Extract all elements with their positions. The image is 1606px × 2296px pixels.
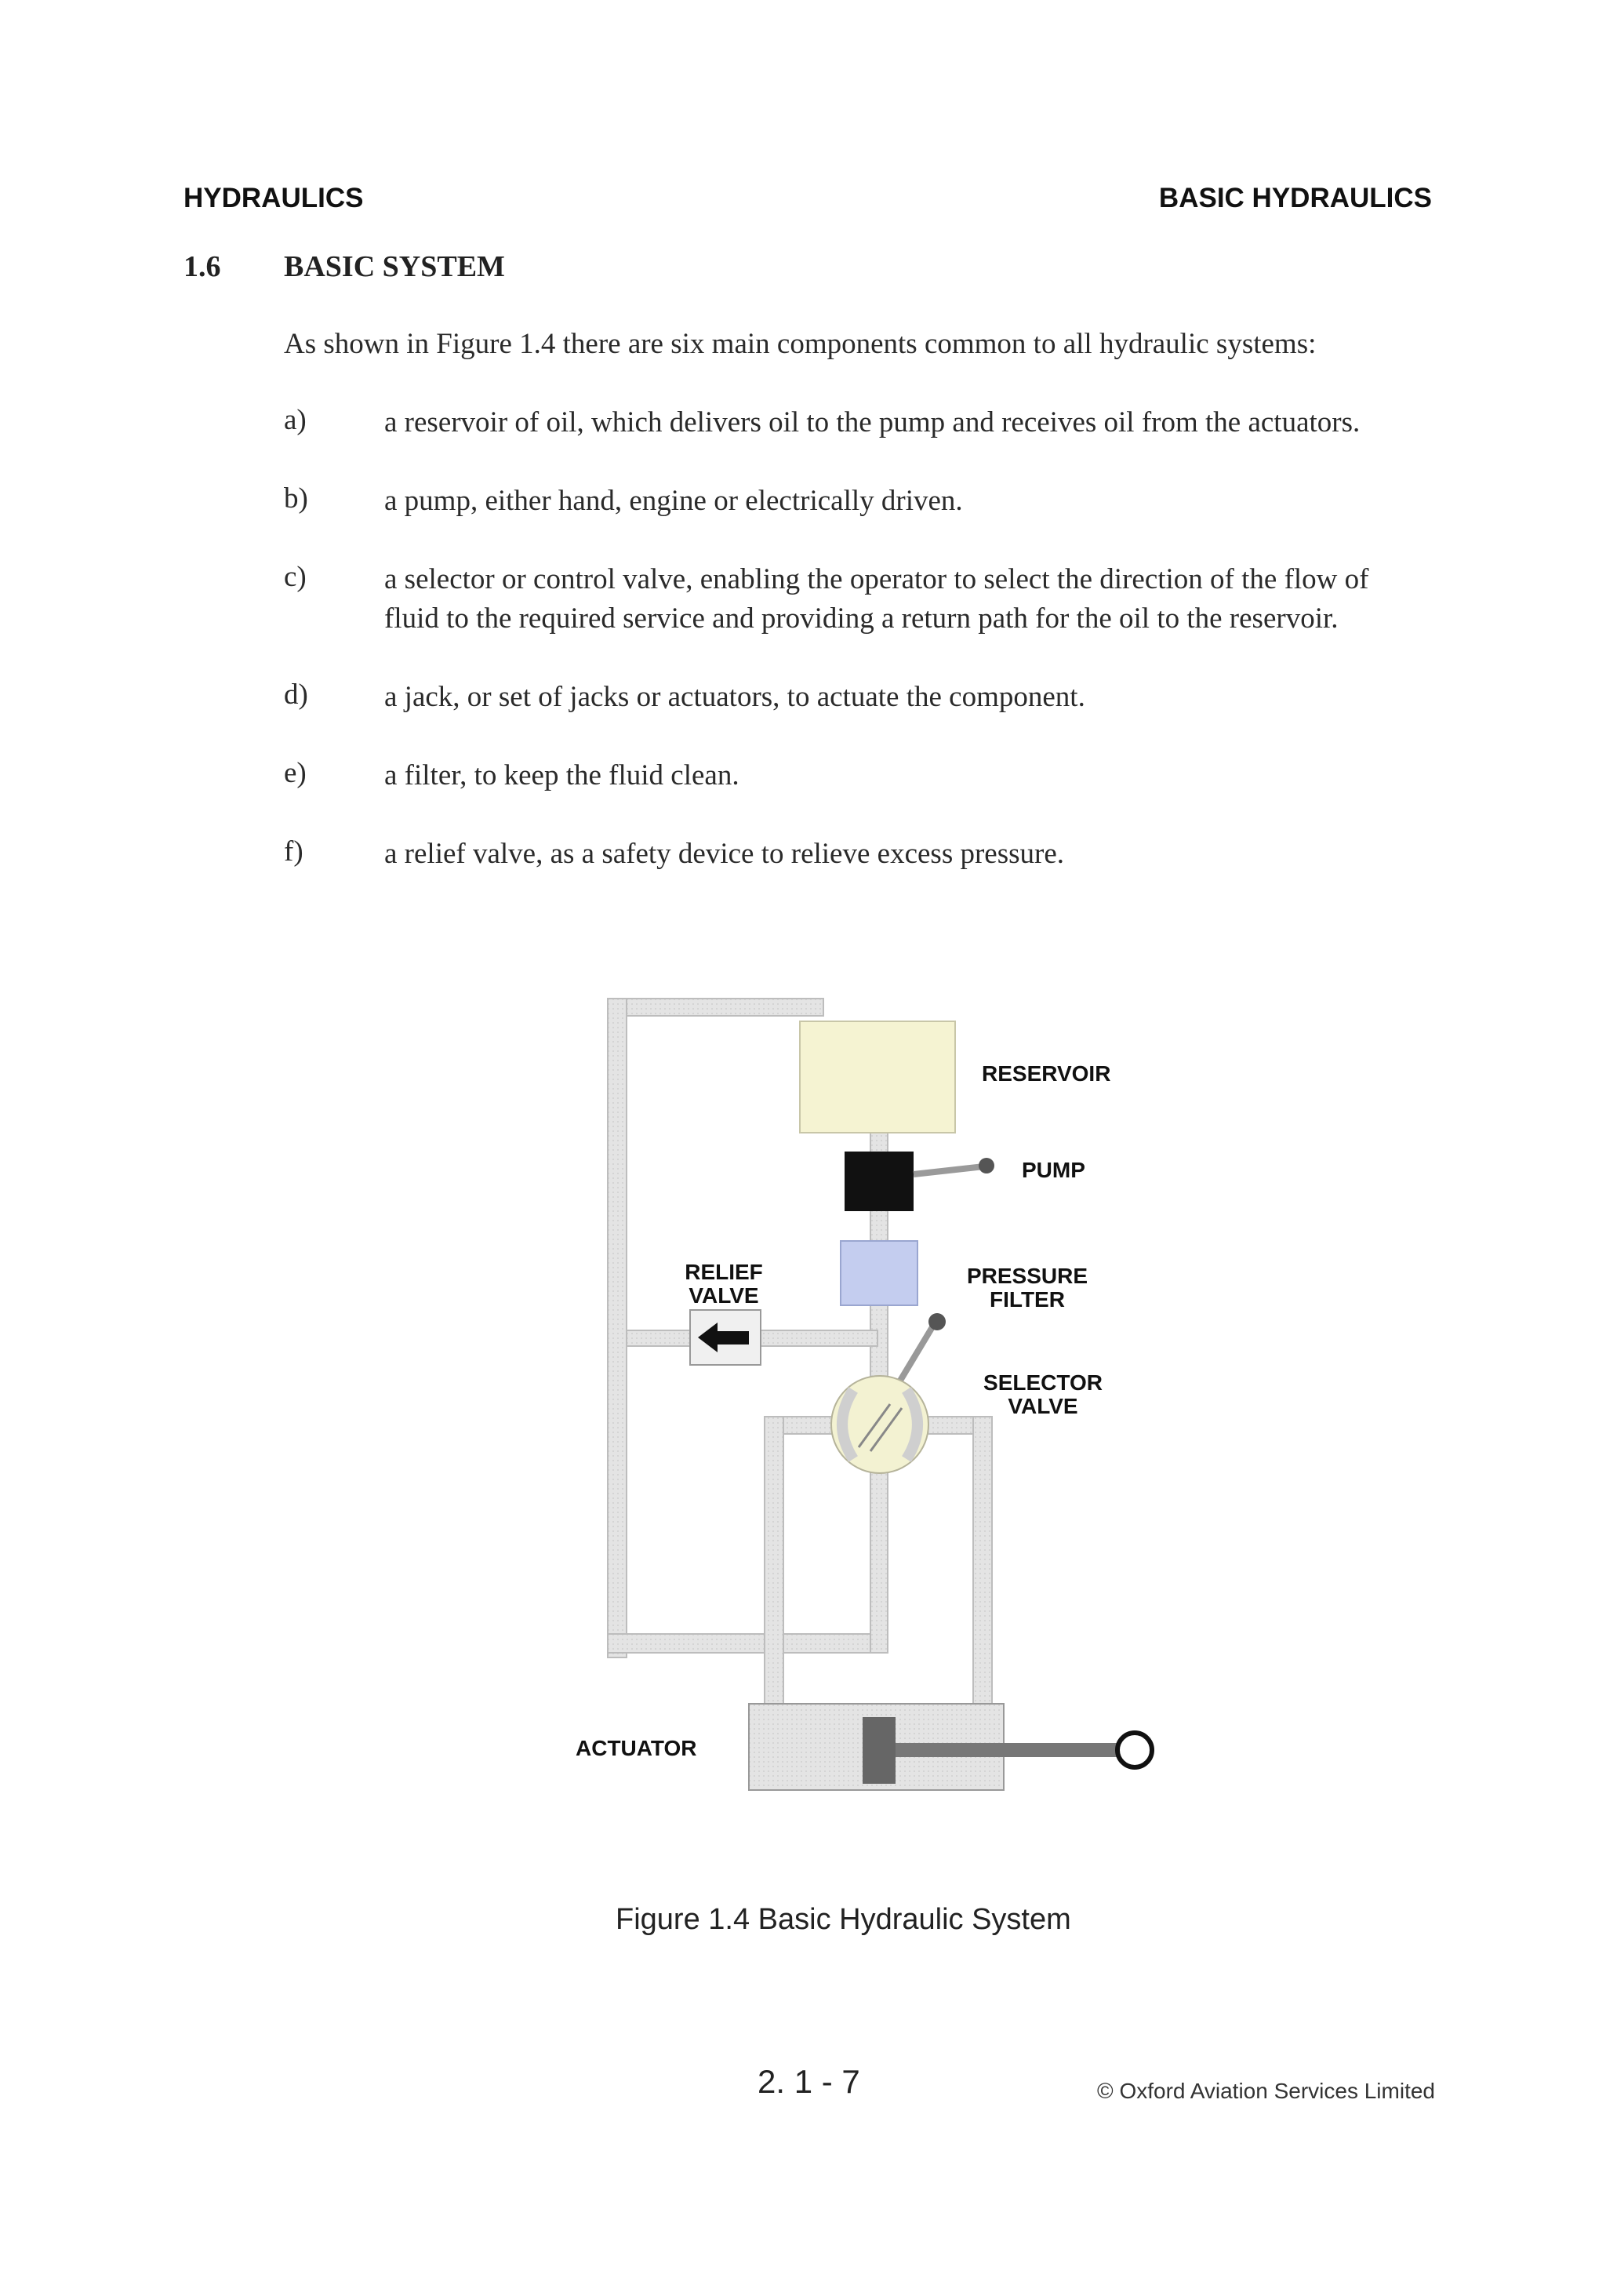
- label-relief-line2: VALVE: [689, 1283, 759, 1308]
- label-filter-line2: FILTER: [990, 1287, 1065, 1312]
- pump-handle-knob: [979, 1158, 994, 1173]
- running-header-left: HYDRAULICS: [183, 183, 364, 213]
- pipe-reservoir-to-pump: [870, 1131, 888, 1155]
- copyright-notice: © Oxford Aviation Services Limited: [1097, 2079, 1435, 2103]
- list-item-text: a pump, either hand, engine or electrically driven.: [384, 485, 963, 517]
- label-selector-line1: SELECTOR: [983, 1370, 1103, 1395]
- pipe-selector-return: [870, 1467, 888, 1653]
- actuator-rod-eye: [1117, 1733, 1152, 1767]
- section-title: BASIC SYSTEM: [284, 250, 505, 283]
- list-item-text: a filter, to keep the fluid clean.: [384, 759, 739, 791]
- section-number: 1.6: [183, 250, 221, 283]
- actuator-rod: [896, 1743, 1119, 1757]
- label-pump: PUMP: [1022, 1158, 1085, 1182]
- list-item-text: a selector or control valve, enabling the operator to select the direction of the flow of: [384, 563, 1369, 595]
- label-selector-line2: VALVE: [1008, 1394, 1078, 1418]
- list-item-text: fluid to the required service and providing a return path for the oil to the reservoir.: [384, 602, 1339, 635]
- pipe-right-actuator-line: [973, 1417, 992, 1707]
- pipe-left-return: [608, 999, 627, 1657]
- pipe-bottom-return: [608, 1634, 886, 1653]
- reservoir-tank: [800, 1021, 955, 1133]
- pipe-top-return: [608, 999, 823, 1016]
- selector-lever-knob: [928, 1313, 946, 1330]
- label-filter-line1: PRESSURE: [966, 1264, 1088, 1288]
- running-header-right: BASIC HYDRAULICS: [1158, 183, 1432, 213]
- label-reservoir: RESERVOIR: [982, 1061, 1111, 1086]
- list-item-label: e): [284, 757, 307, 789]
- figure-caption: Figure 1.4 Basic Hydraulic System: [616, 1903, 1071, 1936]
- list-item-text: a reservoir of oil, which delivers oil to the pump and receives oil from the actuators.: [384, 406, 1361, 438]
- list-item-label: d): [284, 679, 308, 711]
- label-relief-valve: [681, 1261, 767, 1308]
- pipe-left-actuator-line: [765, 1417, 783, 1707]
- label-selector-valve: [976, 1371, 1110, 1418]
- label-actuator: ACTUATOR: [576, 1736, 697, 1760]
- list-item-label: a): [284, 404, 307, 436]
- actuator-piston: [863, 1717, 896, 1784]
- list-item-text: a jack, or set of jacks or actuators, to actuate the component.: [384, 681, 1085, 713]
- selector-lever: [896, 1326, 933, 1388]
- pressure-filter: [841, 1241, 917, 1305]
- pump-handle: [914, 1166, 984, 1174]
- label-relief-line1: RELIEF: [685, 1260, 763, 1284]
- list-item-label: c): [284, 561, 307, 593]
- label-pressure-filter: [961, 1264, 1094, 1312]
- list-item-label: b): [284, 482, 308, 515]
- page-number: 2. 1 - 7: [758, 2063, 860, 2100]
- pipe-pump-to-filter: [870, 1208, 888, 1241]
- list-item-label: f): [284, 835, 303, 868]
- pump-body: [845, 1152, 914, 1211]
- list-item-text: a relief valve, as a safety device to relieve excess pressure.: [384, 838, 1065, 870]
- intro-paragraph: As shown in Figure 1.4 there are six main components common to all hydraulic systems:: [284, 328, 1317, 360]
